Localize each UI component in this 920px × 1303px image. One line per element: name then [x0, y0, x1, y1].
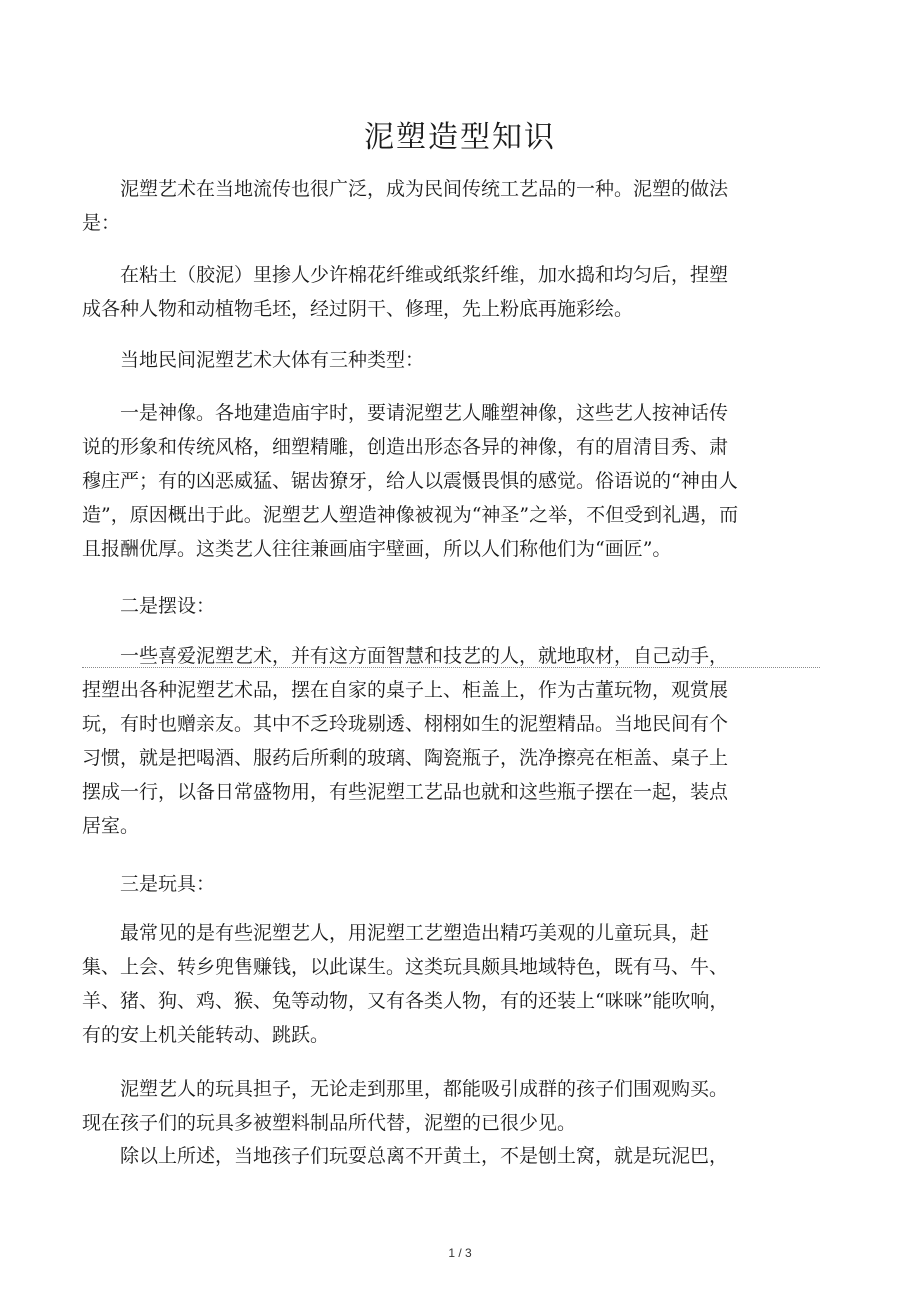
paragraph-intro: 泥塑艺术在当地流传也很广泛，成为民间传统工艺品的一种。泥塑的做法 是：: [82, 178, 729, 234]
paragraph-type3-heading: 三是玩具：: [82, 873, 216, 895]
paragraph-method: 在粘土（胶泥）里掺人少许棉花纤维或纸浆纤维，加水捣和均匀后，捏塑 成各种人物和动植物毛坯，经过阴干、修理，先上粉底再施彩绘。: [82, 264, 729, 320]
paragraph-type2: 一些喜爱泥塑艺术，并有这方面智慧和技艺的人，就地取材，自己动手， 捏塑出各种泥塑艺术品，摆在自家的桌子上、柜盖上，作为古董玩物，观赏展 玩，有时也赠亲友。其中不乏玲珑剔透、栩栩如生的泥塑精品。当地民间有个 习惯，就是把喝酒、服药后所剩的玻璃、陶瓷瓶子，洗净擦亮在柜盖、桌子上 摆成一行，以备日常盛物用，有些泥塑工艺品也就和这些瓶子摆在一起，装点 居室。: [82, 645, 729, 837]
page-number: 1 / 3: [448, 1246, 472, 1260]
paragraph-type3: 最常见的是有些泥塑艺人，用泥塑工艺塑造出精巧美观的儿童玩具，赶 集、上会、转乡兜售赚钱，以此谋生。这类玩具颇具地域特色，既有马、牛、 羊、猪、狗、鸡、猴、兔等动物，又有各类人物，有的还装上“咪咪”能吹响， 有的安上机关能转动、跳跃。: [82, 922, 729, 1046]
paragraph-conclusion: 除以上所述，当地孩子们玩耍总离不开黄土，不是刨土窝，就是玩泥巴，: [82, 1145, 729, 1167]
paragraph-vendor: 泥塑艺人的玩具担子，无论走到那里，都能吸引成群的孩子们围观购买。 现在孩子们的玩具多被塑料制品所代替，泥塑的已很少见。: [82, 1078, 729, 1134]
document-title: 泥塑造型知识: [364, 120, 556, 155]
page-break-divider: [82, 667, 820, 668]
paragraph-types: 当地民间泥塑艺术大体有三种类型：: [82, 349, 425, 371]
paragraph-type1: 一是神像。各地建造庙宇时，要请泥塑艺人雕塑神像，这些艺人按神话传 说的形象和传统风格，细塑精雕，创造出形态各异的神像，有的眉清目秀、肃 穆庄严；有的凶恶威猛、锯齿獠牙，给人以震慑畏惧的感觉。俗语说的“神由人 造”，原因概出于此。泥塑艺人塑造神像被视为“神圣”之举，不但受到礼遇，而 且报酬优厚。这类艺人往往兼画庙宇壁画，所以人们称他们为“画匠”。: [82, 402, 739, 560]
paragraph-type2-heading: 二是摆设：: [82, 595, 216, 617]
